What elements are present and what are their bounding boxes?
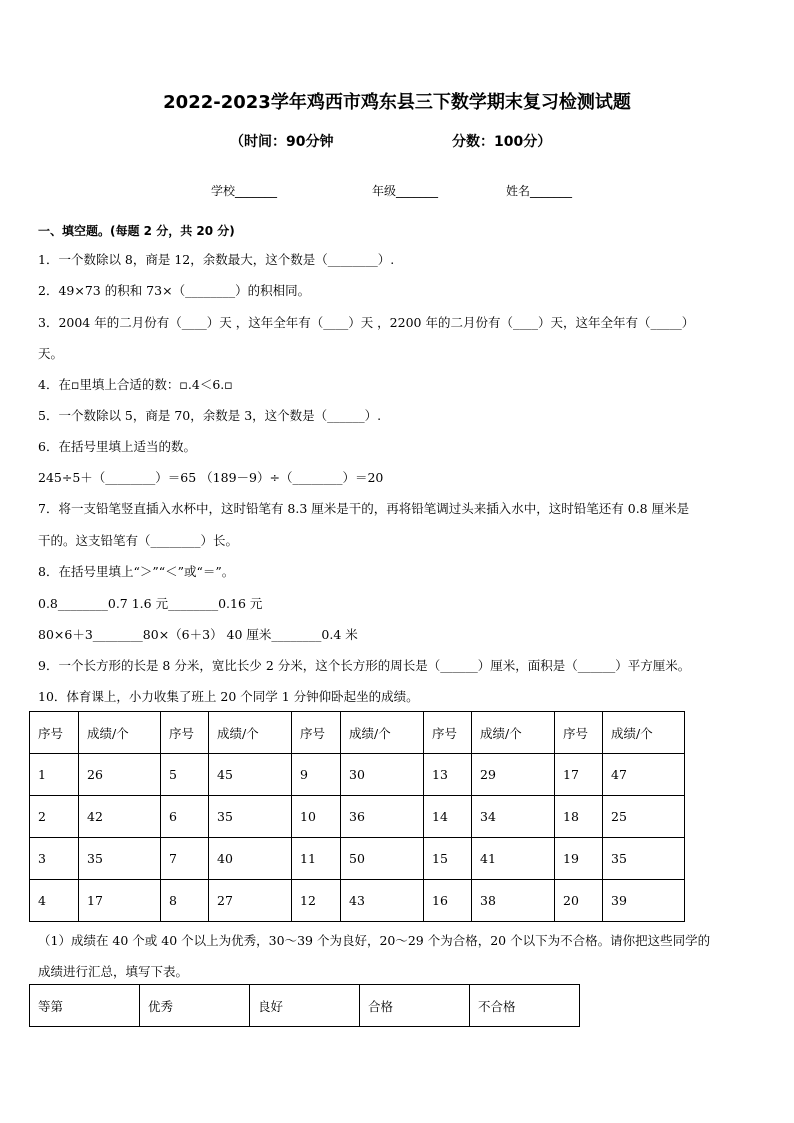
question-5: 5．一个数除以 5，商是 70，余数是 3，这个数是（______）. xyxy=(38,408,382,423)
table-row xyxy=(30,754,685,796)
table-row xyxy=(30,838,685,880)
score-table xyxy=(29,711,685,922)
question-7-cont: 干的。这支铅笔有（________）长。 xyxy=(38,533,239,548)
table-cell: 39 xyxy=(603,880,685,922)
header-cell: 成绩/个 xyxy=(209,712,292,754)
question-10: 10．体育课上，小力收集了班上 20 个同学 1 分钟仰卧起坐的成绩。 xyxy=(38,689,419,704)
header-cell: 优秀 xyxy=(140,985,250,1027)
header-cell: 序号 xyxy=(555,712,603,754)
question-1: 1．一个数除以 8，商是 12，余数最大，这个数是（________）. xyxy=(38,252,395,267)
table-cell: 2 xyxy=(30,796,79,838)
header-cell: 等第 xyxy=(30,985,140,1027)
question-4: 4．在▫里填上合适的数：▫.4＜6.▫ xyxy=(38,377,233,392)
question-8-line-1: 0.8________0.7 1.6 元________0.16 元 xyxy=(38,596,263,611)
school-field: 学校_______ xyxy=(211,184,278,198)
table-cell: 25 xyxy=(603,796,685,838)
table-cell: 34 xyxy=(472,796,555,838)
header-cell: 序号 xyxy=(30,712,79,754)
table-cell: 5 xyxy=(161,754,209,796)
table-cell: 15 xyxy=(424,838,472,880)
table-cell: 50 xyxy=(341,838,424,880)
table-cell: 13 xyxy=(424,754,472,796)
table-cell: 3 xyxy=(30,838,79,880)
table-cell: 16 xyxy=(424,880,472,922)
table-cell: 19 xyxy=(555,838,603,880)
header-cell: 成绩/个 xyxy=(472,712,555,754)
table-row xyxy=(30,880,685,922)
table-cell: 45 xyxy=(209,754,292,796)
table-cell: 38 xyxy=(472,880,555,922)
header-cell: 序号 xyxy=(161,712,209,754)
header-cell: 成绩/个 xyxy=(341,712,424,754)
table-cell: 26 xyxy=(79,754,161,796)
table-cell: 18 xyxy=(555,796,603,838)
table-cell: 17 xyxy=(555,754,603,796)
table-cell: 1 xyxy=(30,754,79,796)
table-cell: 14 xyxy=(424,796,472,838)
table-cell: 17 xyxy=(79,880,161,922)
table-cell: 29 xyxy=(472,754,555,796)
table-cell: 8 xyxy=(161,880,209,922)
table-cell: 20 xyxy=(555,880,603,922)
table-cell: 9 xyxy=(292,754,341,796)
header-cell: 不合格 xyxy=(470,985,580,1027)
table-cell: 43 xyxy=(341,880,424,922)
name-field: 姓名_______ xyxy=(506,184,573,198)
table-row xyxy=(30,796,685,838)
table-cell: 41 xyxy=(472,838,555,880)
table-header-row xyxy=(30,712,685,754)
table-cell: 36 xyxy=(341,796,424,838)
header-cell: 成绩/个 xyxy=(603,712,685,754)
table-cell: 35 xyxy=(209,796,292,838)
question-6: 6．在括号里填上适当的数。 xyxy=(38,439,196,454)
question-3-cont: 天。 xyxy=(38,346,64,361)
header-cell: 良好 xyxy=(250,985,360,1027)
exam-score: 分数：100分） xyxy=(452,134,552,150)
table-cell: 10 xyxy=(292,796,341,838)
table-cell: 27 xyxy=(209,880,292,922)
header-cell: 序号 xyxy=(292,712,341,754)
question-9: 9．一个长方形的长是 8 分米，宽比长少 2 分米，这个长方形的周长是（______）厘米，面积是（______）平方厘米。 xyxy=(38,658,691,673)
table-cell: 7 xyxy=(161,838,209,880)
question-8-line-2: 80×6＋3________80×（6＋3） 40 厘米________0.4 米 xyxy=(38,627,358,642)
table-cell: 11 xyxy=(292,838,341,880)
table-cell: 30 xyxy=(341,754,424,796)
header-cell: 成绩/个 xyxy=(79,712,161,754)
question-8: 8．在括号里填上“＞”“＜”或“＝”。 xyxy=(38,564,235,579)
table-cell: 4 xyxy=(30,880,79,922)
question-7: 7．将一支铅笔竖直插入水杯中，这时铅笔有 8.3 厘米是干的，再将铅笔调过头来插入水中，这时铅笔还有 0.8 厘米是 xyxy=(38,501,690,516)
table-cell: 6 xyxy=(161,796,209,838)
table-cell: 12 xyxy=(292,880,341,922)
section-heading: 一、填空题。(每题 2 分，共 20 分) xyxy=(38,224,235,238)
grade-summary-table xyxy=(29,984,580,1027)
header-cell: 序号 xyxy=(424,712,472,754)
question-6-items: 245÷5＋（________）＝65 （189－9）÷（________）＝20 xyxy=(38,470,384,485)
table-cell: 47 xyxy=(603,754,685,796)
table-header-row xyxy=(30,985,580,1027)
sub-question-1-cont: 成绩进行汇总，填写下表。 xyxy=(38,964,189,979)
table-cell: 42 xyxy=(79,796,161,838)
question-3: 3．2004 年的二月份有（____）天 ，这年全年有（____）天 ，2200 年的二月份有（____）天，这年全年有（_____） xyxy=(38,315,695,330)
question-2: 2．49×73 的积和 73×（________）的积相同。 xyxy=(38,283,311,298)
sub-question-1: （1）成绩在 40 个或 40 个以上为优秀，30～39 个为良好，20～29 个为合格，20 个以下为不合格。请你把这些同学的 xyxy=(38,933,711,948)
grade-field: 年级_______ xyxy=(372,184,439,198)
table-cell: 35 xyxy=(79,838,161,880)
header-cell: 合格 xyxy=(360,985,470,1027)
table-cell: 35 xyxy=(603,838,685,880)
page-title: 2022-2023学年鸡西市鸡东县三下数学期末复习检测试题 xyxy=(163,92,631,113)
exam-time: （时间：90分钟 xyxy=(230,134,334,150)
table-cell: 40 xyxy=(209,838,292,880)
